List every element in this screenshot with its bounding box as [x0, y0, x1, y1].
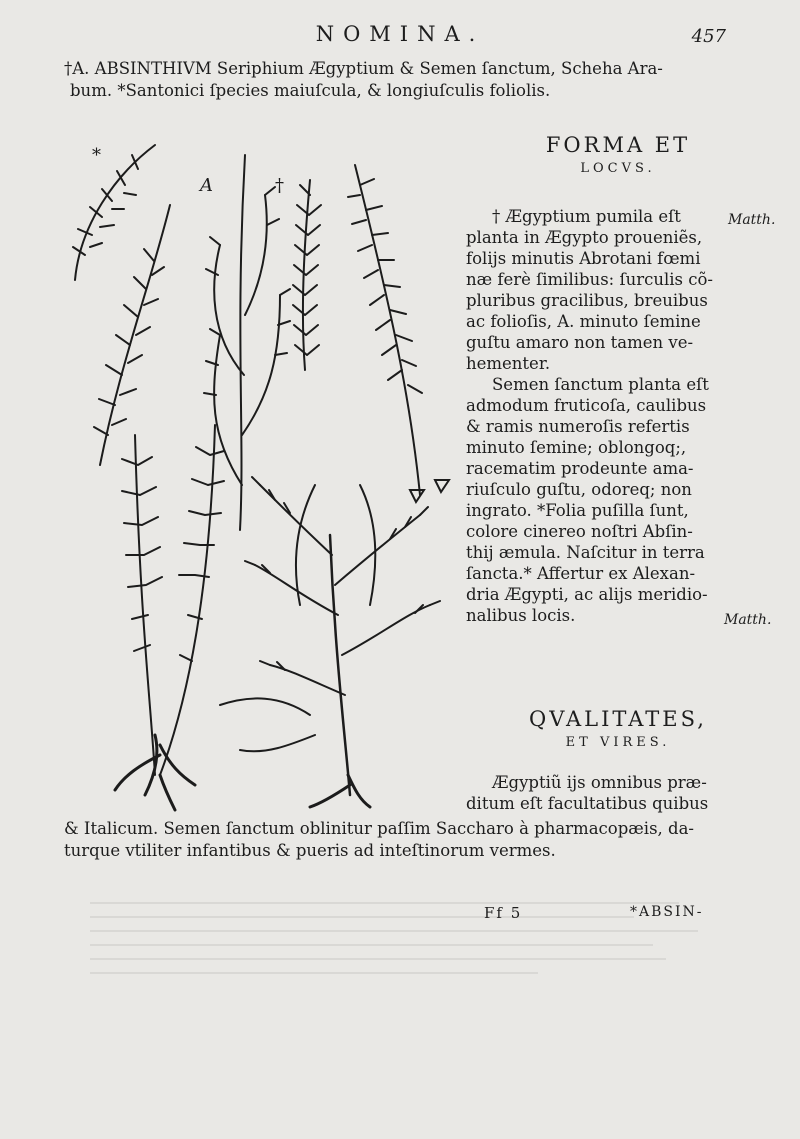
- heading-line: QVALITATES,: [529, 707, 707, 731]
- text-line: colore cinereo noſtri Abſin-: [466, 522, 693, 541]
- text-line: pluribus gracilibus, breuibus: [466, 291, 708, 310]
- text-line: racematim prodeunte ama-: [466, 459, 694, 478]
- text-line: ingrato. *Folia puſilla ſunt,: [466, 501, 689, 520]
- figure-label-a: A: [200, 175, 213, 196]
- text-line: minuto ſemine; oblongoq;,: [466, 438, 687, 457]
- figure-caption: [64, 58, 744, 102]
- text-line: planta in Ægypto proueniẽs,: [466, 228, 703, 247]
- section-heading-qualitates: [468, 706, 768, 754]
- text-line: næ ferè ſimilibus: ſurculis cõ-: [466, 270, 713, 289]
- text-line: hementer.: [466, 354, 551, 373]
- margin-note-matth: Matth.: [728, 212, 776, 228]
- text-line: † Ægyptium pumila eſt: [492, 207, 681, 226]
- plant-woodcut-illustration: [60, 135, 465, 815]
- text-line: dria Ægypti, ac alijs meridio-: [466, 585, 708, 604]
- text-line: riuſculo guſtu, odoreq; non: [466, 480, 692, 499]
- section-heading-forma: [468, 132, 768, 180]
- heading-line: LOCVS.: [580, 161, 656, 176]
- text-line: ditum eſt facultatibus quibus: [466, 794, 709, 813]
- margin-note-matth: Matth.: [724, 612, 772, 628]
- text-line: Ægyptiũ ijs omnibus præ-: [492, 773, 707, 792]
- text-line: ſancta.* Affertur ex Alexan-: [466, 564, 696, 583]
- catchword: *ABSIN-: [630, 904, 704, 920]
- figure-label-dagger: †: [275, 175, 284, 196]
- text-line: folijs minutis Abrotani fœmi: [466, 249, 701, 268]
- text-line: admodum fruticoſa, caulibus: [466, 396, 707, 415]
- text-line: turque vtiliter infantibus & pueris ad inteſtinorum vermes.: [64, 841, 556, 860]
- section-text-qualitates: [466, 772, 766, 814]
- text-line: Semen ſanctum planta eſt: [492, 375, 709, 394]
- signature-mark: Ff 5: [484, 904, 523, 922]
- heading-line: ET VIRES.: [565, 735, 671, 750]
- text-line: & Italicum. Semen ſanctum oblinitur paſſim Saccharo à pharmacopæis, da-: [64, 819, 694, 838]
- text-line: & ramis numeroſis refertis: [466, 417, 690, 436]
- section-text-forma: [466, 206, 766, 626]
- figure-label-star: *: [92, 145, 101, 166]
- plant-drawing: [60, 135, 465, 815]
- continuation-text: [64, 818, 744, 862]
- text-line: nalibus locis.: [466, 606, 576, 625]
- text-line: ac folioſis, A. minuto ſemine: [466, 312, 701, 331]
- text-line: guſtu amaro non tamen ve-: [466, 333, 694, 352]
- running-head: NOMINA.: [315, 22, 485, 46]
- text-line: thij æmula. Naſcitur in terra: [466, 543, 705, 562]
- page-number: 457: [691, 26, 726, 47]
- caption-line: †A. ABSINTHIVM Seriphium Ægyptium & Semen ſanctum, Scheha Ara-: [64, 59, 663, 78]
- heading-line: FORMA ET: [545, 133, 691, 157]
- caption-line: bum. *Santonici ſpecies maiuſcula, & longiuſculis foliolis.: [70, 81, 551, 100]
